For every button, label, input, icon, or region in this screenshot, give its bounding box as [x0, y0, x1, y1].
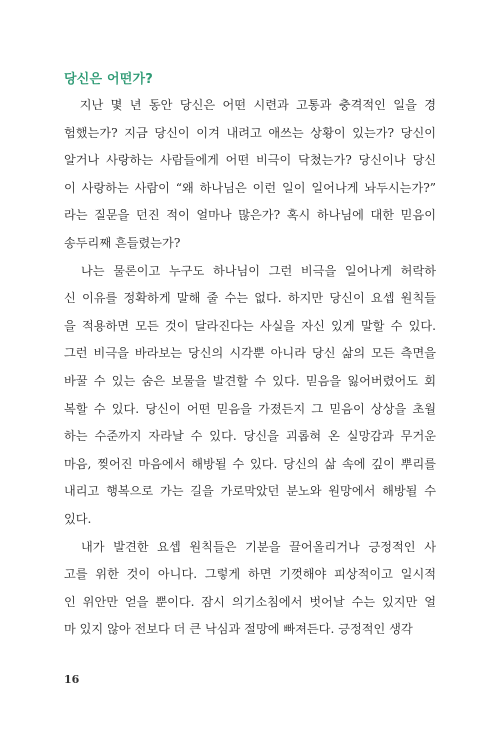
- text-line: 마음, 찢어진 마음에서 해방될 수 있다. 당신의 삶 속에 깊이 뿌리를: [64, 456, 436, 471]
- text-line: 나는 물론이고 누구도 하나님이 그런 비극을 일어나게 허락하: [64, 263, 436, 278]
- text-line: 내리고 행복으로 가는 길을 가로막았던 분노와 원망에서 해방될 수: [64, 484, 436, 499]
- body-text: [64, 92, 436, 644]
- text-line: 바꿀 수 있는 숨은 보물을 발견할 수 있다. 믿음을 잃어버렸어도 회: [64, 373, 436, 388]
- text-line: 내가 발견한 요셉 원칙들은 기분을 끌어올리거나 긍정적인 사: [64, 539, 436, 554]
- paragraph: [64, 92, 436, 258]
- text-line: 그런 비극을 바라보는 당신의 시각뿐 아니라 당신 삶의 모든 측면을: [64, 346, 436, 361]
- text-line: 신 이유를 정확하게 말해 줄 수는 없다. 하지만 당신이 요셉 원칙들: [64, 291, 436, 306]
- text-line: 을 적용하면 모든 것이 달라진다는 사실을 자신 있게 말할 수 있다.: [64, 318, 436, 333]
- page-number: 16: [64, 673, 80, 686]
- text-line: 이 사랑하는 사람이 “왜 하나님은 이런 일이 일어나게 놔두시는가?”: [64, 180, 436, 195]
- text-line: 지난 몇 년 동안 당신은 어떤 시련과 고통과 충격적인 일을 경: [64, 98, 436, 112]
- paragraph: [64, 258, 436, 534]
- text-line: 마 있지 않아 전보다 더 큰 낙심과 절망에 빠져든다. 긍정적인 생각: [64, 622, 413, 637]
- paragraph: [64, 534, 436, 644]
- text-line: 인 위안만 얻을 뿐이다. 잠시 의기소침에서 벗어날 수는 있지만 얼: [64, 594, 436, 609]
- text-line: 고를 위한 것이 아니다. 그렇게 하면 기껏해야 피상적이고 일시적: [64, 567, 436, 582]
- text-line: 험했는가? 지금 당신이 이겨 내려고 애쓰는 상황이 있는가? 당신이: [64, 125, 436, 140]
- text-line: 복할 수 있다. 당신이 어떤 믿음을 가졌든지 그 믿음이 상상을 초월: [64, 401, 436, 416]
- text-line: 하는 수준까지 자라날 수 있다. 당신을 괴롭혀 온 실망감과 무거운: [64, 429, 436, 444]
- text-line: 라는 질문을 던진 적이 얼마나 많은가? 혹시 하나님에 대한 믿음이: [64, 208, 436, 223]
- text-line: 송두리째 흔들렸는가?: [64, 235, 181, 250]
- section-heading: 당신은 어떤가?: [64, 72, 154, 87]
- text-line: 알거나 사랑하는 사람들에게 어떤 비극이 닥쳤는가? 당신이나 당신: [64, 153, 436, 168]
- text-line: 있다.: [64, 511, 92, 526]
